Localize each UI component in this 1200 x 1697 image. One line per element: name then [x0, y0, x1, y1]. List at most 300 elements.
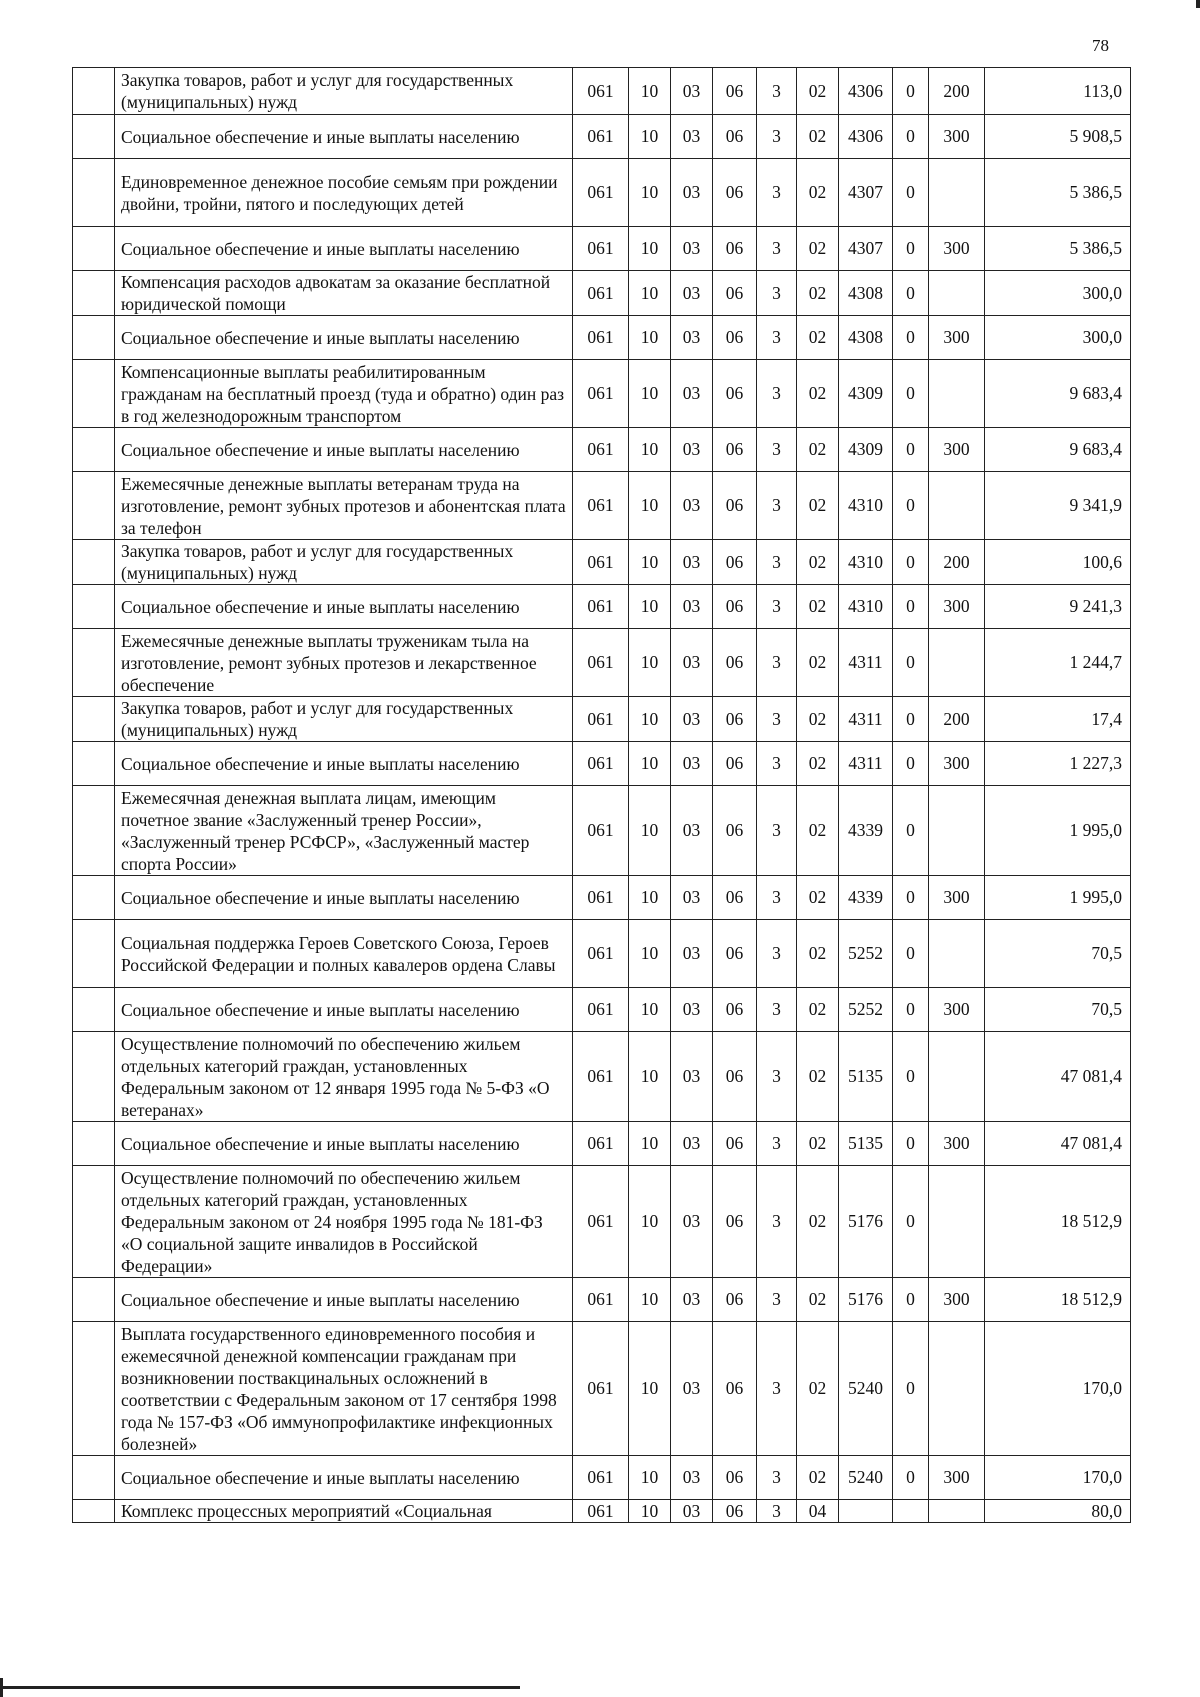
- row-code-cell-c7: 4311: [839, 629, 893, 697]
- row-amount-cell: 9 683,4: [985, 360, 1131, 428]
- row-name-cell: Социальное обеспечение и иные выплаты населению: [115, 1122, 573, 1166]
- row-name-cell: Социальное обеспечение и иные выплаты населению: [115, 1456, 573, 1500]
- row-amount-cell: 17,4: [985, 697, 1131, 742]
- row-code-cell-c4: 06: [713, 585, 757, 629]
- row-code-cell-c2: 10: [629, 1278, 671, 1322]
- row-code-cell-c4: 06: [713, 697, 757, 742]
- row-code-cell-c2: 10: [629, 227, 671, 271]
- row-code-cell-c6: 02: [797, 697, 839, 742]
- table-row: [73, 227, 1131, 271]
- row-code-cell-c1: 061: [573, 472, 629, 540]
- row-name-cell: Социальное обеспечение и иные выплаты населению: [115, 876, 573, 920]
- row-code-cell-c6: 02: [797, 360, 839, 428]
- row-code-cell-c2: 10: [629, 1456, 671, 1500]
- table-row: [73, 1322, 1131, 1456]
- row-code-cell-c1: 061: [573, 585, 629, 629]
- table-row: [73, 271, 1131, 316]
- row-code-cell-c2: 10: [629, 159, 671, 227]
- row-code-cell-c1: 061: [573, 1278, 629, 1322]
- table-row: [73, 159, 1131, 227]
- row-code-cell-c8: 0: [893, 1122, 929, 1166]
- row-name-cell: Социальное обеспечение и иные выплаты населению: [115, 227, 573, 271]
- row-code-cell-c7: 4339: [839, 786, 893, 876]
- row-code-cell-c7: 5135: [839, 1122, 893, 1166]
- row-code-cell-c4: 06: [713, 786, 757, 876]
- table-row: [73, 316, 1131, 360]
- row-code-cell-c5: 3: [757, 1122, 797, 1166]
- row-code-cell-c4: 06: [713, 540, 757, 585]
- row-name-cell: Социальное обеспечение и иные выплаты населению: [115, 115, 573, 159]
- row-code-cell-c5: 3: [757, 1278, 797, 1322]
- row-code-cell-c8: 0: [893, 316, 929, 360]
- table-row: [73, 115, 1131, 159]
- row-code-cell-c5: 3: [757, 159, 797, 227]
- row-code-cell-c2: 10: [629, 988, 671, 1032]
- row-code-cell-c6: 02: [797, 988, 839, 1032]
- row-code-cell-c1: 061: [573, 876, 629, 920]
- row-blank-cell: [73, 68, 115, 115]
- row-code-cell-c7: 5240: [839, 1322, 893, 1456]
- row-code-cell-c2: 10: [629, 1166, 671, 1278]
- row-code-cell-c5: 3: [757, 920, 797, 988]
- table-row: [73, 360, 1131, 428]
- row-code-cell-c3: 03: [671, 360, 713, 428]
- row-code-cell-c2: 10: [629, 1322, 671, 1456]
- row-code-cell-c6: 02: [797, 1166, 839, 1278]
- row-code-cell-c4: 06: [713, 316, 757, 360]
- row-code-cell-c2: 10: [629, 115, 671, 159]
- row-code-cell-c7: 4308: [839, 316, 893, 360]
- row-amount-cell: 70,5: [985, 920, 1131, 988]
- row-code-cell-c8: 0: [893, 1456, 929, 1500]
- row-code-cell-c7: 4310: [839, 472, 893, 540]
- row-code-cell-c2: 10: [629, 1500, 671, 1523]
- row-name-cell: Комплекс процессных мероприятий «Социальная: [115, 1500, 573, 1523]
- row-amount-cell: 300,0: [985, 316, 1131, 360]
- row-code-cell-c9: 300: [929, 585, 985, 629]
- row-blank-cell: [73, 159, 115, 227]
- row-blank-cell: [73, 115, 115, 159]
- row-code-cell-c1: 061: [573, 988, 629, 1032]
- row-code-cell-c3: 03: [671, 920, 713, 988]
- row-name-cell: Ежемесячные денежные выплаты ветеранам труда на изготовление, ремонт зубных протезов и абонентская плата за телефон: [115, 472, 573, 540]
- table-row: [73, 428, 1131, 472]
- row-code-cell-c7: 5176: [839, 1166, 893, 1278]
- row-code-cell-c9: [929, 1322, 985, 1456]
- row-code-cell-c9: 300: [929, 1456, 985, 1500]
- row-name-cell: Закупка товаров, работ и услуг для государственных (муниципальных) нужд: [115, 540, 573, 585]
- row-code-cell-c5: 3: [757, 585, 797, 629]
- row-amount-cell: 9 341,9: [985, 472, 1131, 540]
- row-code-cell-c4: 06: [713, 428, 757, 472]
- row-blank-cell: [73, 697, 115, 742]
- row-code-cell-c6: 02: [797, 227, 839, 271]
- row-code-cell-c8: 0: [893, 227, 929, 271]
- row-code-cell-c4: 06: [713, 920, 757, 988]
- row-code-cell-c3: 03: [671, 629, 713, 697]
- row-code-cell-c2: 10: [629, 68, 671, 115]
- row-code-cell-c7: 4309: [839, 360, 893, 428]
- table-row: [73, 1166, 1131, 1278]
- row-code-cell-c5: 3: [757, 115, 797, 159]
- row-code-cell-c6: 02: [797, 271, 839, 316]
- row-code-cell-c3: 03: [671, 472, 713, 540]
- row-code-cell-c3: 03: [671, 540, 713, 585]
- row-code-cell-c8: 0: [893, 1278, 929, 1322]
- row-amount-cell: 47 081,4: [985, 1032, 1131, 1122]
- row-blank-cell: [73, 920, 115, 988]
- row-code-cell-c8: [893, 1500, 929, 1523]
- row-blank-cell: [73, 271, 115, 316]
- table-row: [73, 697, 1131, 742]
- row-code-cell-c3: 03: [671, 697, 713, 742]
- row-code-cell-c5: 3: [757, 1322, 797, 1456]
- row-code-cell-c2: 10: [629, 585, 671, 629]
- row-code-cell-c2: 10: [629, 920, 671, 988]
- row-code-cell-c2: 10: [629, 1122, 671, 1166]
- row-name-cell: Социальное обеспечение и иные выплаты населению: [115, 1278, 573, 1322]
- row-code-cell-c3: 03: [671, 115, 713, 159]
- row-code-cell-c3: 03: [671, 1122, 713, 1166]
- row-code-cell-c3: 03: [671, 1278, 713, 1322]
- row-code-cell-c6: 02: [797, 428, 839, 472]
- table-row: [73, 1456, 1131, 1500]
- row-code-cell-c7: 4339: [839, 876, 893, 920]
- row-code-cell-c1: 061: [573, 540, 629, 585]
- row-code-cell-c7: [839, 1500, 893, 1523]
- row-blank-cell: [73, 1456, 115, 1500]
- row-blank-cell: [73, 540, 115, 585]
- row-code-cell-c5: 3: [757, 472, 797, 540]
- row-code-cell-c3: 03: [671, 988, 713, 1032]
- row-code-cell-c4: 06: [713, 1122, 757, 1166]
- row-name-cell: Выплата государственного единовременного пособия и ежемесячной денежной компенсации гражданам при возникновении поствакцинальных осложнений в соответствии с Федеральным законом от 17 сентября 1998 года № 157-ФЗ «Об иммунопрофилактике инфекционных болезней»: [115, 1322, 573, 1456]
- row-amount-cell: 9 241,3: [985, 585, 1131, 629]
- row-code-cell-c6: 02: [797, 786, 839, 876]
- row-code-cell-c4: 06: [713, 159, 757, 227]
- row-code-cell-c6: 02: [797, 920, 839, 988]
- row-blank-cell: [73, 1032, 115, 1122]
- table-row: [73, 585, 1131, 629]
- row-code-cell-c5: 3: [757, 1456, 797, 1500]
- row-code-cell-c1: 061: [573, 1322, 629, 1456]
- row-code-cell-c9: [929, 472, 985, 540]
- row-code-cell-c1: 061: [573, 629, 629, 697]
- table-row: [73, 876, 1131, 920]
- row-amount-cell: 1 244,7: [985, 629, 1131, 697]
- table-row: [73, 1500, 1131, 1523]
- row-name-cell: Осуществление полномочий по обеспечению жильем отдельных категорий граждан, установленных Федеральным законом от 12 января 1995 года № 5-ФЗ «О ветеранах»: [115, 1032, 573, 1122]
- row-code-cell-c4: 06: [713, 742, 757, 786]
- row-code-cell-c9: 300: [929, 742, 985, 786]
- row-code-cell-c9: 300: [929, 1278, 985, 1322]
- scan-corner-mark: [1196, 0, 1200, 8]
- row-code-cell-c3: 03: [671, 742, 713, 786]
- row-blank-cell: [73, 472, 115, 540]
- row-code-cell-c5: 3: [757, 271, 797, 316]
- row-code-cell-c4: 06: [713, 1456, 757, 1500]
- row-code-cell-c6: 02: [797, 876, 839, 920]
- table-row: [73, 988, 1131, 1032]
- row-code-cell-c3: 03: [671, 1456, 713, 1500]
- row-code-cell-c2: 10: [629, 1032, 671, 1122]
- row-blank-cell: [73, 1166, 115, 1278]
- row-code-cell-c2: 10: [629, 540, 671, 585]
- row-code-cell-c8: 0: [893, 988, 929, 1032]
- row-code-cell-c4: 06: [713, 115, 757, 159]
- row-code-cell-c7: 5176: [839, 1278, 893, 1322]
- row-code-cell-c9: 300: [929, 876, 985, 920]
- row-code-cell-c8: 0: [893, 1322, 929, 1456]
- row-code-cell-c8: 0: [893, 472, 929, 540]
- row-code-cell-c7: 5135: [839, 1032, 893, 1122]
- row-code-cell-c2: 10: [629, 472, 671, 540]
- table-row: [73, 1122, 1131, 1166]
- row-code-cell-c8: 0: [893, 1166, 929, 1278]
- row-code-cell-c8: 0: [893, 360, 929, 428]
- row-code-cell-c1: 061: [573, 360, 629, 428]
- row-code-cell-c1: 061: [573, 1122, 629, 1166]
- row-code-cell-c5: 3: [757, 786, 797, 876]
- row-code-cell-c9: [929, 1032, 985, 1122]
- row-code-cell-c3: 03: [671, 1322, 713, 1456]
- row-code-cell-c1: 061: [573, 1500, 629, 1523]
- row-code-cell-c9: 200: [929, 697, 985, 742]
- row-name-cell: Закупка товаров, работ и услуг для государственных (муниципальных) нужд: [115, 68, 573, 115]
- table-row: [73, 742, 1131, 786]
- row-code-cell-c6: 02: [797, 742, 839, 786]
- page-number: 78: [1092, 36, 1109, 55]
- row-code-cell-c2: 10: [629, 786, 671, 876]
- row-code-cell-c3: 03: [671, 159, 713, 227]
- row-code-cell-c9: [929, 360, 985, 428]
- table-row: [73, 786, 1131, 876]
- row-name-cell: Социальное обеспечение и иные выплаты населению: [115, 585, 573, 629]
- row-code-cell-c1: 061: [573, 1032, 629, 1122]
- row-code-cell-c5: 3: [757, 68, 797, 115]
- row-blank-cell: [73, 742, 115, 786]
- row-amount-cell: 80,0: [985, 1500, 1131, 1523]
- table-row: [73, 68, 1131, 115]
- row-code-cell-c5: 3: [757, 1166, 797, 1278]
- row-code-cell-c1: 061: [573, 227, 629, 271]
- row-amount-cell: 5 386,5: [985, 227, 1131, 271]
- row-code-cell-c6: 02: [797, 540, 839, 585]
- row-code-cell-c7: 5252: [839, 988, 893, 1032]
- row-amount-cell: 170,0: [985, 1322, 1131, 1456]
- row-code-cell-c6: 02: [797, 629, 839, 697]
- row-amount-cell: 18 512,9: [985, 1166, 1131, 1278]
- row-amount-cell: 300,0: [985, 271, 1131, 316]
- row-amount-cell: 113,0: [985, 68, 1131, 115]
- row-code-cell-c8: 0: [893, 68, 929, 115]
- row-code-cell-c8: 0: [893, 585, 929, 629]
- row-code-cell-c8: 0: [893, 742, 929, 786]
- row-code-cell-c4: 06: [713, 876, 757, 920]
- row-code-cell-c3: 03: [671, 428, 713, 472]
- row-code-cell-c9: [929, 159, 985, 227]
- budget-table-body: [73, 68, 1131, 1523]
- row-code-cell-c3: 03: [671, 1166, 713, 1278]
- row-code-cell-c2: 10: [629, 629, 671, 697]
- bottom-rule: [0, 1686, 520, 1689]
- row-name-cell: Осуществление полномочий по обеспечению жильем отдельных категорий граждан, установленных Федеральным законом от 24 ноября 1995 года № 181-ФЗ «О социальной защите инвалидов в Российской Федерации»: [115, 1166, 573, 1278]
- row-amount-cell: 1 995,0: [985, 786, 1131, 876]
- row-blank-cell: [73, 585, 115, 629]
- row-code-cell-c4: 06: [713, 988, 757, 1032]
- row-code-cell-c4: 06: [713, 68, 757, 115]
- row-code-cell-c3: 03: [671, 316, 713, 360]
- row-code-cell-c4: 06: [713, 1322, 757, 1456]
- row-code-cell-c1: 061: [573, 1456, 629, 1500]
- row-amount-cell: 70,5: [985, 988, 1131, 1032]
- row-amount-cell: 9 683,4: [985, 428, 1131, 472]
- row-code-cell-c9: 300: [929, 428, 985, 472]
- budget-table: [72, 67, 1131, 1523]
- row-code-cell-c7: 4310: [839, 585, 893, 629]
- row-code-cell-c3: 03: [671, 1500, 713, 1523]
- row-code-cell-c1: 061: [573, 428, 629, 472]
- row-blank-cell: [73, 629, 115, 697]
- row-code-cell-c1: 061: [573, 316, 629, 360]
- row-code-cell-c3: 03: [671, 786, 713, 876]
- row-code-cell-c4: 06: [713, 1278, 757, 1322]
- row-blank-cell: [73, 316, 115, 360]
- row-name-cell: Социальная поддержка Героев Советского Союза, Героев Российской Федерации и полных кавалеров ордена Славы: [115, 920, 573, 988]
- row-code-cell-c5: 3: [757, 876, 797, 920]
- row-code-cell-c2: 10: [629, 876, 671, 920]
- row-code-cell-c6: 02: [797, 472, 839, 540]
- row-code-cell-c5: 3: [757, 1032, 797, 1122]
- row-code-cell-c8: 0: [893, 629, 929, 697]
- row-blank-cell: [73, 1278, 115, 1322]
- row-code-cell-c7: 4306: [839, 68, 893, 115]
- row-code-cell-c7: 5240: [839, 1456, 893, 1500]
- row-blank-cell: [73, 227, 115, 271]
- row-code-cell-c9: [929, 629, 985, 697]
- row-code-cell-c7: 4309: [839, 428, 893, 472]
- row-code-cell-c2: 10: [629, 316, 671, 360]
- row-code-cell-c9: 300: [929, 227, 985, 271]
- row-amount-cell: 5 908,5: [985, 115, 1131, 159]
- row-code-cell-c7: 4310: [839, 540, 893, 585]
- row-code-cell-c9: 200: [929, 68, 985, 115]
- row-amount-cell: 5 386,5: [985, 159, 1131, 227]
- row-code-cell-c6: 02: [797, 1322, 839, 1456]
- row-code-cell-c1: 061: [573, 920, 629, 988]
- row-code-cell-c9: 300: [929, 988, 985, 1032]
- row-code-cell-c8: 0: [893, 159, 929, 227]
- row-code-cell-c6: 02: [797, 585, 839, 629]
- row-code-cell-c4: 06: [713, 1500, 757, 1523]
- row-code-cell-c7: 4306: [839, 115, 893, 159]
- row-code-cell-c6: 02: [797, 316, 839, 360]
- row-name-cell: Социальное обеспечение и иные выплаты населению: [115, 988, 573, 1032]
- row-amount-cell: 1 995,0: [985, 876, 1131, 920]
- row-code-cell-c2: 10: [629, 428, 671, 472]
- row-amount-cell: 1 227,3: [985, 742, 1131, 786]
- row-code-cell-c9: [929, 271, 985, 316]
- table-row: [73, 920, 1131, 988]
- row-code-cell-c3: 03: [671, 1032, 713, 1122]
- row-code-cell-c8: 0: [893, 271, 929, 316]
- row-code-cell-c1: 061: [573, 697, 629, 742]
- row-amount-cell: 18 512,9: [985, 1278, 1131, 1322]
- table-row: [73, 1278, 1131, 1322]
- row-code-cell-c7: 4307: [839, 159, 893, 227]
- row-code-cell-c3: 03: [671, 585, 713, 629]
- row-code-cell-c5: 3: [757, 988, 797, 1032]
- row-code-cell-c5: 3: [757, 360, 797, 428]
- row-code-cell-c6: 02: [797, 68, 839, 115]
- row-code-cell-c1: 061: [573, 786, 629, 876]
- row-blank-cell: [73, 988, 115, 1032]
- row-code-cell-c5: 3: [757, 629, 797, 697]
- row-code-cell-c4: 06: [713, 227, 757, 271]
- row-name-cell: Ежемесячная денежная выплата лицам, имеющим почетное звание «Заслуженный тренер России», «Заслуженный тренер РСФСР», «Заслуженный мастер спорта России»: [115, 786, 573, 876]
- row-code-cell-c4: 06: [713, 1032, 757, 1122]
- row-name-cell: Закупка товаров, работ и услуг для государственных (муниципальных) нужд: [115, 697, 573, 742]
- row-code-cell-c4: 06: [713, 472, 757, 540]
- row-code-cell-c1: 061: [573, 68, 629, 115]
- row-blank-cell: [73, 1500, 115, 1523]
- row-code-cell-c8: 0: [893, 428, 929, 472]
- row-code-cell-c8: 0: [893, 1032, 929, 1122]
- row-blank-cell: [73, 876, 115, 920]
- row-code-cell-c9: [929, 920, 985, 988]
- row-code-cell-c7: 5252: [839, 920, 893, 988]
- row-code-cell-c4: 06: [713, 271, 757, 316]
- row-code-cell-c5: 3: [757, 1500, 797, 1523]
- row-code-cell-c2: 10: [629, 360, 671, 428]
- row-code-cell-c5: 3: [757, 540, 797, 585]
- row-code-cell-c9: 300: [929, 316, 985, 360]
- row-code-cell-c6: 02: [797, 1456, 839, 1500]
- row-blank-cell: [73, 786, 115, 876]
- row-code-cell-c4: 06: [713, 1166, 757, 1278]
- row-blank-cell: [73, 428, 115, 472]
- row-name-cell: Социальное обеспечение и иные выплаты населению: [115, 316, 573, 360]
- row-code-cell-c3: 03: [671, 68, 713, 115]
- row-code-cell-c8: 0: [893, 786, 929, 876]
- row-code-cell-c8: 0: [893, 115, 929, 159]
- row-code-cell-c8: 0: [893, 876, 929, 920]
- row-code-cell-c9: [929, 1166, 985, 1278]
- row-name-cell: Компенсация расходов адвокатам за оказание бесплатной юридической помощи: [115, 271, 573, 316]
- row-code-cell-c9: 200: [929, 540, 985, 585]
- row-amount-cell: 170,0: [985, 1456, 1131, 1500]
- row-blank-cell: [73, 360, 115, 428]
- row-code-cell-c1: 061: [573, 742, 629, 786]
- row-code-cell-c4: 06: [713, 360, 757, 428]
- row-blank-cell: [73, 1122, 115, 1166]
- table-row: [73, 472, 1131, 540]
- row-code-cell-c9: 300: [929, 1122, 985, 1166]
- row-code-cell-c8: 0: [893, 920, 929, 988]
- row-code-cell-c1: 061: [573, 115, 629, 159]
- row-code-cell-c1: 061: [573, 159, 629, 227]
- row-code-cell-c2: 10: [629, 742, 671, 786]
- row-code-cell-c4: 06: [713, 629, 757, 697]
- row-name-cell: Социальное обеспечение и иные выплаты населению: [115, 742, 573, 786]
- row-code-cell-c8: 0: [893, 540, 929, 585]
- row-code-cell-c6: 02: [797, 1278, 839, 1322]
- row-code-cell-c3: 03: [671, 227, 713, 271]
- row-code-cell-c2: 10: [629, 271, 671, 316]
- row-code-cell-c6: 02: [797, 1122, 839, 1166]
- row-name-cell: Ежемесячные денежные выплаты труженикам тыла на изготовление, ремонт зубных протезов и лекарственное обеспечение: [115, 629, 573, 697]
- row-code-cell-c3: 03: [671, 876, 713, 920]
